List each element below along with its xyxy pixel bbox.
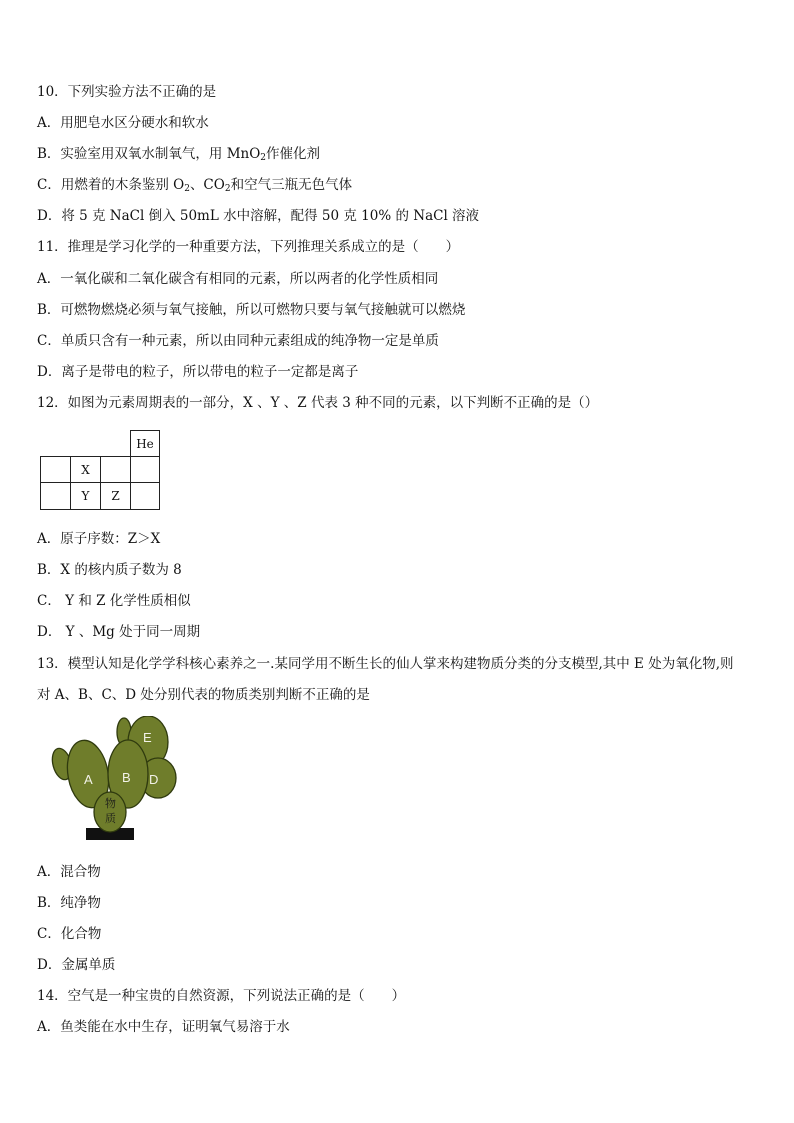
label-a: A	[84, 772, 93, 787]
cactus-classification-diagram	[48, 716, 188, 846]
subscript: 2	[260, 153, 267, 163]
q13-option-d: D．金属单质	[37, 957, 116, 973]
subscript: 2	[184, 184, 190, 194]
cell-empty	[130, 482, 160, 510]
q10-option-b-suffix: 作催化剂	[266, 146, 321, 162]
q11-option-a: A．一氧化碳和二氧化碳含有相同的元素，所以两者的化学性质相同	[37, 271, 439, 287]
q10-stem: 10．下列实验方法不正确的是	[37, 84, 217, 100]
q11-option-c: C．单质只含有一种元素，所以由同种元素组成的纯净物一定是单质	[37, 333, 439, 349]
q10-option-c-text: C．用燃着的木条鉴别 O	[37, 177, 185, 193]
q10-option-d: D．将 5 克 NaCl 倒入 50mL 水中溶解，配得 50 克 10% 的 NaCl 溶液	[37, 208, 480, 224]
q14-option-a: A．鱼类能在水中生存，证明氧气易溶于水	[37, 1019, 290, 1035]
q13-option-c: C．化合物	[37, 926, 102, 942]
cell-empty	[40, 482, 71, 510]
label-e: E	[143, 730, 152, 745]
q10-option-c-text: 和空气三瓶无色气体	[230, 177, 353, 193]
q10-option-a: A．用肥皂水区分硬水和软水	[37, 115, 209, 131]
q14-stem: 14．空气是一种宝贵的自然资源，下列说法正确的是（ ）	[37, 988, 406, 1004]
label-d: D	[149, 772, 159, 787]
cell-he: He	[130, 430, 160, 457]
cell-y: Y	[70, 482, 101, 510]
periodic-table-fragment	[40, 430, 160, 510]
cell-empty	[40, 456, 71, 483]
q13-option-a: A．混合物	[37, 864, 101, 880]
q11-option-b: B．可燃物燃烧必须与氧气接触，所以可燃物只要与氧气接触就可以燃烧	[37, 302, 466, 318]
label-base-2: 质	[105, 812, 116, 825]
q12-option-b: B．X 的核内质子数为 8	[37, 562, 182, 578]
label-base-1: 物	[105, 797, 116, 810]
cell-x: X	[70, 456, 101, 483]
q13-stem-line-2: 对 A、B、C、D 处分别代表的物质类别判断不正确的是	[37, 687, 370, 703]
q13-option-b: B．纯净物	[37, 895, 101, 911]
q12-option-a: A．原子序数：Z＞X	[37, 531, 161, 547]
label-b: B	[122, 770, 131, 785]
cell-z: Z	[100, 482, 131, 510]
q10-option-b-text: B．实验室用双氧水制氧气，用 MnO	[37, 146, 261, 162]
q13-stem-line-1: 13．模型认知是化学学科核心素养之一.某同学用不断生长的仙人掌来构建物质分类的分支模型,其中 E 处为氧化物,则	[37, 656, 734, 672]
q10-option-b	[37, 145, 320, 167]
q12-option-c: C． Y 和 Z 化学性质相似	[37, 593, 191, 609]
q11-option-d: D．离子是带电的粒子，所以带电的粒子一定都是离子	[37, 364, 359, 380]
q12-stem: 12．如图为元素周期表的一部分，X 、Y 、Z 代表 3 种不同的元素，以下判断不正确的是（）	[37, 395, 599, 411]
cell-empty	[100, 456, 131, 483]
q10-option-c-text: 、CO	[189, 177, 225, 193]
q10-option-c	[37, 176, 352, 198]
subscript: 2	[224, 184, 231, 194]
q12-option-d: D． Y 、Mg 处于同一周期	[37, 624, 201, 640]
cell-empty	[130, 456, 160, 483]
q11-stem: 11．推理是学习化学的一种重要方法，下列推理关系成立的是（ ）	[37, 239, 460, 255]
